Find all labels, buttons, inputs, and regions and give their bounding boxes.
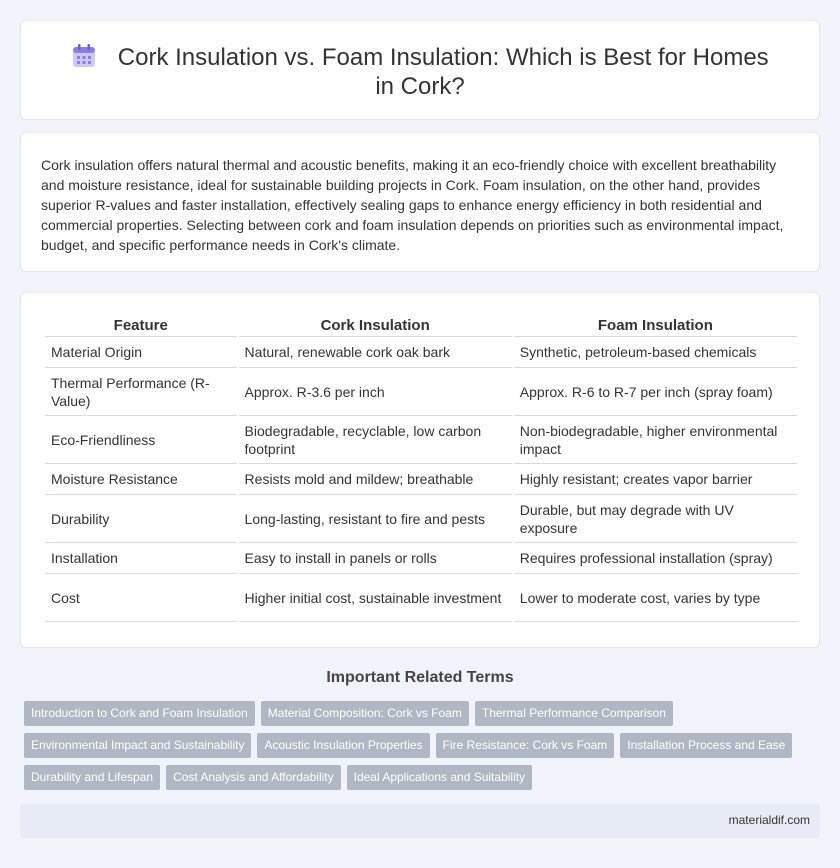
table-cell-feature: Cost [45,574,237,622]
related-terms-tags [24,701,816,797]
footer-site-link[interactable]: materialdif.com [728,813,810,827]
table-cell-foam: Highly resistant; creates vapor barrier [514,464,797,495]
tag-row [24,765,816,797]
table-row [45,574,797,622]
table-cell-feature: Installation [45,543,237,574]
table-cell-cork: Natural, renewable cork oak bark [239,337,512,368]
related-terms-title: Important Related Terms [326,669,514,686]
column-header-feature: Feature [45,317,237,337]
table-cell-cork: Approx. R-3.6 per inch [239,368,512,416]
title-row [61,43,779,101]
related-term-tag[interactable]: Material Composition: Cork vs Foam [261,701,469,726]
table-cell-foam: Non-biodegradable, higher environmental impact [514,416,797,464]
related-term-tag[interactable]: Introduction to Cork and Foam Insulation [24,701,255,726]
related-term-tag[interactable]: Environmental Impact and Sustainability [24,733,251,758]
comparison-table [43,317,799,622]
related-term-tag[interactable]: Cost Analysis and Affordability [166,765,341,790]
column-header-foam: Foam Insulation [514,317,797,337]
comparison-table-card [20,292,820,648]
table-row [45,464,797,495]
table-cell-foam: Requires professional installation (spray) [514,543,797,574]
table-cell-cork: Biodegradable, recyclable, low carbon footprint [239,416,512,464]
intro-card [20,132,820,272]
table-row [45,416,797,464]
related-term-tag[interactable]: Thermal Performance Comparison [475,701,673,726]
column-header-cork: Cork Insulation [239,317,512,337]
table-cell-feature: Durability [45,495,237,543]
intro-paragraph: Cork insulation offers natural thermal and acoustic benefits, making it an eco-friendly choice with excellent breathability and moisture resistance, ideal for sustainable building projects in Cork. Foam insulation, on the other hand, provides superior R-values and faster installation, effectively sealing gaps to enhance energy efficiency in both residential and commercial properties. Selecting between cork and foam insulation depends on priorities such as environmental impact, budget, and specific performance needs in Cork's climate. [41,157,784,253]
related-term-tag[interactable]: Installation Process and Ease [620,733,792,758]
related-term-tag[interactable]: Acoustic Insulation Properties [257,733,429,758]
table-cell-feature: Thermal Performance (R-Value) [45,368,237,416]
table-cell-foam: Lower to moderate cost, varies by type [514,574,797,622]
table-cell-feature: Material Origin [45,337,237,368]
table-cell-foam: Synthetic, petroleum-based chemicals [514,337,797,368]
table-header-row [45,317,797,337]
related-term-tag[interactable]: Ideal Applications and Suitability [347,765,532,790]
tag-row [24,733,816,765]
table-row [45,337,797,368]
table-cell-feature: Moisture Resistance [45,464,237,495]
calendar-grid-icon [71,43,97,69]
table-cell-cork: Long-lasting, resistant to fire and pests [239,495,512,543]
table-row [45,543,797,574]
page-title: Cork Insulation vs. Foam Insulation: Which is Best for Homes in Cork? [117,44,769,100]
related-term-tag[interactable]: Durability and Lifespan [24,765,160,790]
table-cell-cork: Resists mold and mildew; breathable [239,464,512,495]
table-row [45,368,797,416]
related-term-tag[interactable]: Fire Resistance: Cork vs Foam [436,733,615,758]
table-row [45,495,797,543]
table-cell-cork: Higher initial cost, sustainable investment [239,574,512,622]
table-cell-foam: Durable, but may degrade with UV exposure [514,495,797,543]
table-cell-feature: Eco-Friendliness [45,416,237,464]
table-cell-cork: Easy to install in panels or rolls [239,543,512,574]
title-card [20,20,820,120]
table-cell-foam: Approx. R-6 to R-7 per inch (spray foam) [514,368,797,416]
footer [20,804,820,838]
tag-row [24,701,816,733]
